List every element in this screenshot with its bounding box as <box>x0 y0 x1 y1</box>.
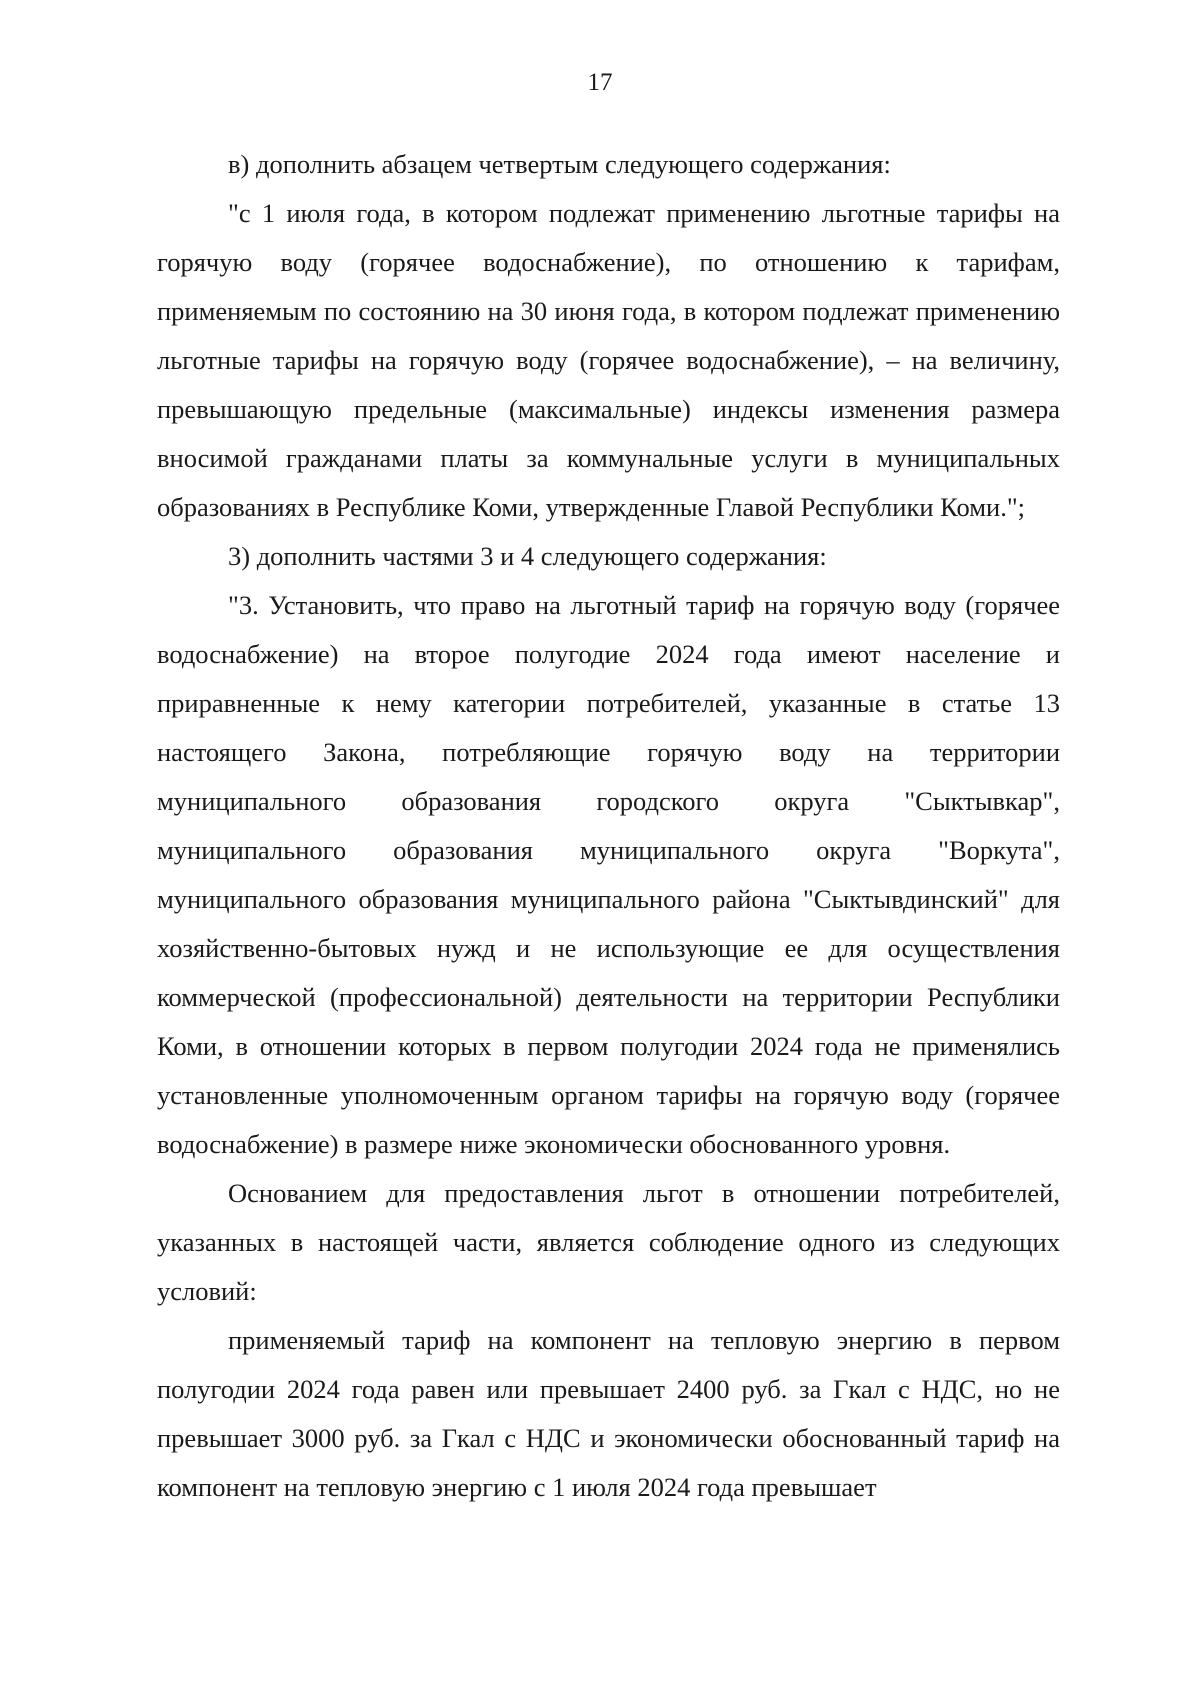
paragraph-condition-tariff: применяемый тариф на компонент на тепловую энергию в первом полугодии 2024 года равен или превышает 2400 руб. за Гкал с НДС, но не превышает 3000 руб. за Гкал с НДС и экономически обоснованный тариф на компонент на тепловую энергию с 1 июля 2024 года превышает <box>157 1325 1060 1502</box>
page-number: 17 <box>587 69 613 96</box>
paragraph-amendment-v: в) дополнить абзацем четвертым следующего содержания: <box>228 149 891 179</box>
paragraph-amendment-3: 3) дополнить частями 3 и 4 следующего содержания: <box>228 541 827 571</box>
paragraph-grounds: Основанием для предоставления льгот в отношении потребителей, указанных в настоящей части, является соблюдение одного из следующих условий: <box>157 1178 1060 1306</box>
paragraph-quoted-text: "с 1 июля года, в котором подлежат применению льготные тарифы на горячую воду (горячее водоснабжение), по отношению к тарифам, применяемым по состоянию на 30 июня года, в котором подлежат применению льготные тарифы на горячую воду (горячее водоснабжение), – на величину, превышающую предельные (максимальные) индексы изменения размера вносимой гражданами платы за коммунальные услуги в муниципальных образованиях в Республике Коми, утвержденные Главой Республики Коми."; <box>157 198 1060 522</box>
paragraph-part-3: "3. Установить, что право на льготный тариф на горячую воду (горячее водоснабжение) на второе полугодие 2024 года имеют население и приравненные к нему категории потребителей, указанные в статье 13 настоящего Закона, потребляющие горячую воду на территории муниципального образования городского округа "Сыктывкар", муниципального образования муниципального округа "Воркута", муниципального образования муниципального района "Сыктывдинский" для хозяйственно-бытовых нужд и не использующие ее для осуществления коммерческой (профессиональной) деятельности на территории Республики Коми, в отношении которых в первом полугодии 2024 года не применялись установленные уполномоченным органом тарифы на горячую воду (горячее водоснабжение) в размере ниже экономически обоснованного уровня. <box>157 590 1060 1159</box>
document-body <box>157 140 1060 1512</box>
